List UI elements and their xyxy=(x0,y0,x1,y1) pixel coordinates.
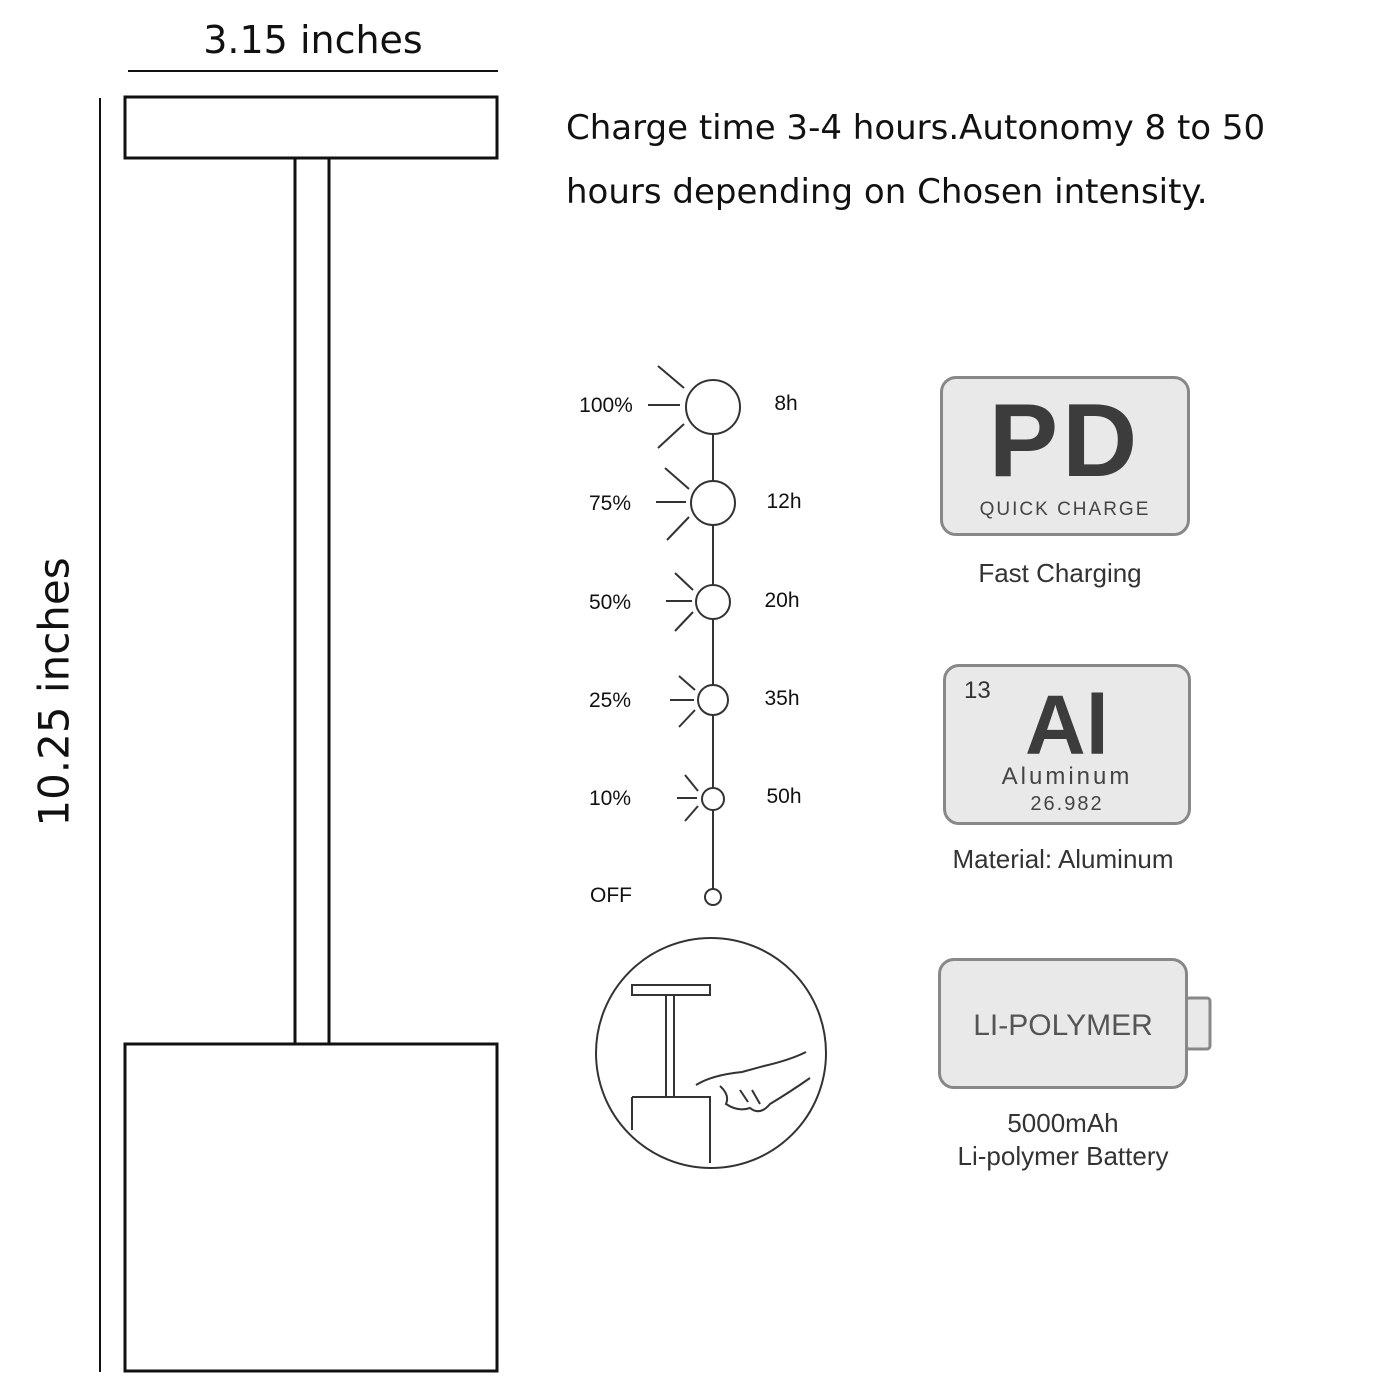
light-rays-icon xyxy=(666,573,693,631)
level-runtime: 50h xyxy=(766,785,802,808)
level-percent: 25% xyxy=(588,689,632,712)
level-runtime: 8h xyxy=(774,392,798,415)
level-percent: 100% xyxy=(579,394,633,417)
material-caption: Material: Aluminum xyxy=(952,844,1174,874)
level-percent: 50% xyxy=(588,591,632,614)
quick-charge-text: QUICK CHARGE xyxy=(979,499,1151,520)
light-rays-icon xyxy=(670,676,695,727)
fast-charging-caption: Fast Charging xyxy=(978,558,1142,588)
level-runtime: 20h xyxy=(764,589,800,612)
hand-touch-lamp-icon xyxy=(596,938,826,1168)
battery-icon xyxy=(938,958,1188,1089)
level-percent: 75% xyxy=(588,492,632,515)
aluminum-element-badge xyxy=(943,664,1191,825)
lamp-base xyxy=(125,1044,497,1371)
element-symbol: Al xyxy=(1025,678,1109,772)
battery-terminal xyxy=(1186,998,1210,1049)
level-runtime: 35h xyxy=(764,687,800,710)
level-runtime: 12h xyxy=(766,490,802,513)
light-rays-icon xyxy=(677,775,698,821)
pd-quick-charge-badge xyxy=(940,376,1190,536)
level-bulb-50 xyxy=(696,585,730,619)
brightness-chain xyxy=(648,366,740,905)
battery-type-caption: Li-polymer Battery xyxy=(957,1141,1169,1171)
battery-type-label: LI-POLYMER xyxy=(973,1009,1153,1042)
level-percent: 10% xyxy=(588,787,632,810)
battery-capacity-caption: 5000mAh xyxy=(1007,1108,1119,1138)
charge-description: Charge time 3-4 hours.Autonomy 8 to 50 hours depending on Chosen intensity. xyxy=(566,108,1266,212)
level-bulb-10 xyxy=(702,788,724,810)
atomic-mass: 26.982 xyxy=(1030,793,1104,815)
light-rays-icon xyxy=(656,468,689,540)
pd-text: PD xyxy=(988,383,1142,499)
height-dimension-label: 10.25 inches xyxy=(29,557,79,827)
level-bulb-25 xyxy=(698,685,728,715)
light-rays-icon xyxy=(648,366,684,448)
level-bulb-off xyxy=(705,889,721,905)
level-bulb-75 xyxy=(691,481,735,525)
level-percent: OFF xyxy=(590,884,632,907)
level-bulb-100 xyxy=(686,380,740,434)
lamp-head xyxy=(125,97,497,158)
element-name: Aluminum xyxy=(1001,763,1133,790)
width-dimension-label: 3.15 inches xyxy=(203,18,423,62)
atomic-number: 13 xyxy=(964,677,991,704)
lamp-stem xyxy=(295,158,329,1044)
